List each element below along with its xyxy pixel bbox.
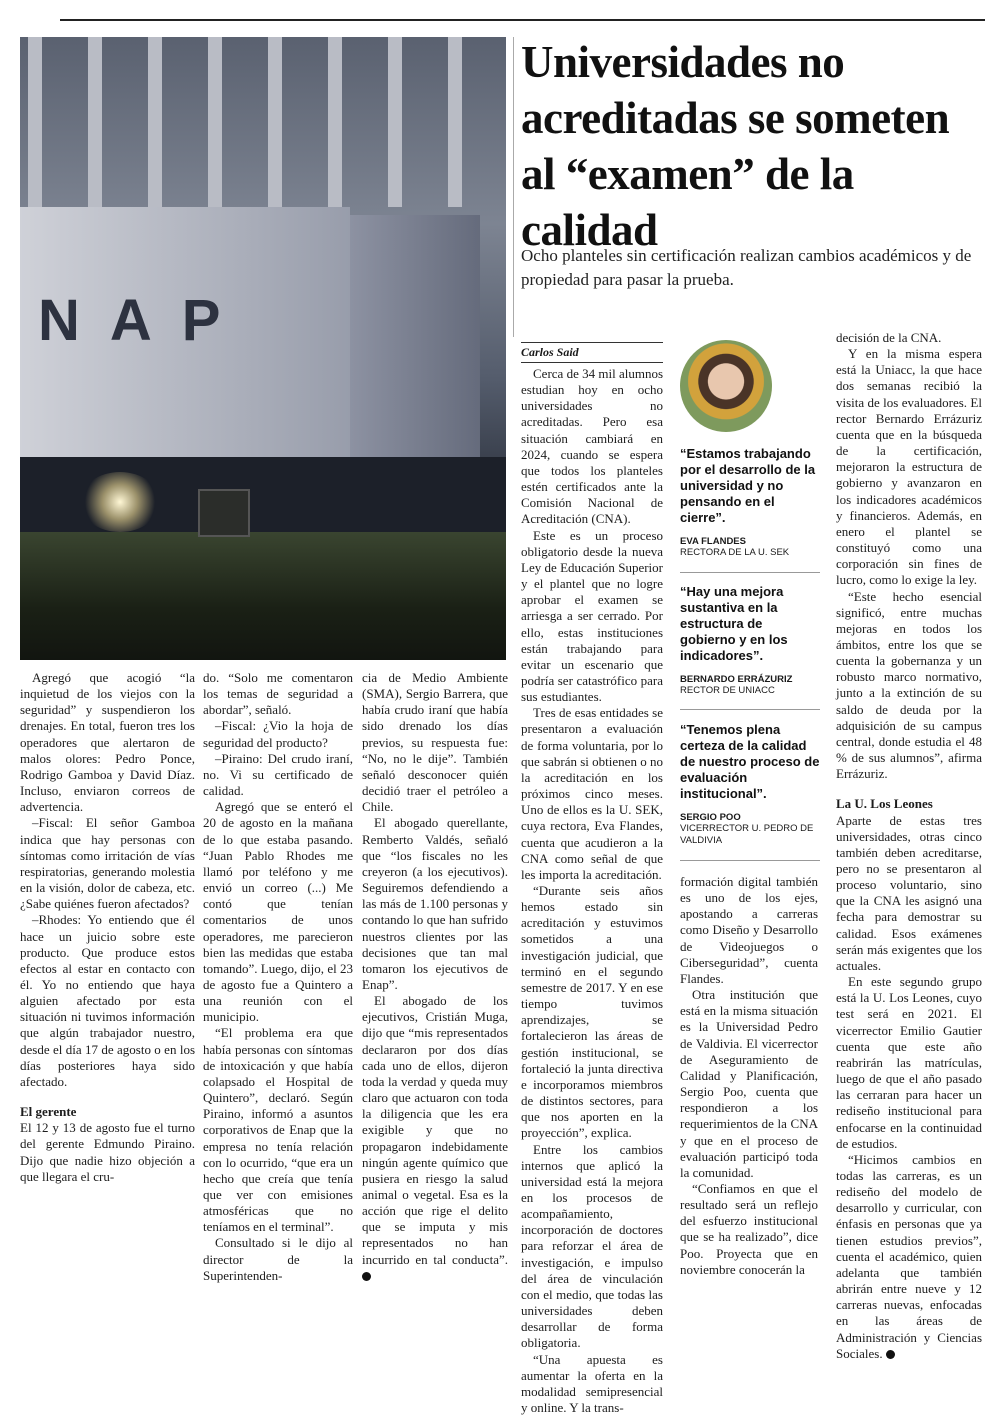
column-6: [836, 330, 982, 1362]
fence-bar: [28, 37, 42, 207]
end-mark-icon: [886, 1350, 895, 1359]
paragraph: [362, 993, 508, 1284]
ground-light: [80, 472, 160, 532]
fence-bar: [208, 37, 222, 207]
paragraph: “Este hecho esencial significó, entre muchas mejoras en todos los ámbitos, entre los que se cuenta la gobernanza y un robusto marco normativo, junto a la extinción de su saldo de deuda por la adquisición de su campus central, donde estudia el 48 % de sus alumnos”, afirma Errázuriz.: [836, 588, 982, 782]
paragraph: cia de Medio Ambiente (SMA), Sergio Barrera, que había crudo iraní que había sido drenado los días previos, su respuesta fue: “No, no le dije”. También señaló desconocer quién decidió traer el petróleo a Chile.: [362, 670, 508, 815]
sign-wall-side: [350, 215, 480, 457]
quote-divider: [680, 860, 820, 861]
paragraph: “Durante seis años hemos estado sin acreditación y estuvimos sometidos a una investigación judicial, que terminó en el segundo semestre de 2017. Y en ese tiempo tuvimos aprendizajes, se fortalecieron las áreas de gestión institucional, se fortaleció la junta directiva e incorporamos miembros de distintos sectores, para que nos aporten en la proyección”, explica.: [521, 883, 663, 1141]
paragraph: Tres de esas entidades se presentaron a evaluación de forma voluntaria, por lo que sabrán si obtienen o no la acreditación en los próximos cinco meses. Uno de ellos es la U. SEK, cuya rectora, Eva Flandes, cuenta que acudieron a la CNA como señal de que les importa la acreditación.: [521, 705, 663, 882]
floodlight: [198, 489, 250, 537]
end-mark-icon: [362, 1272, 371, 1281]
top-rule: [60, 19, 985, 21]
subheading: La U. Los Leones: [836, 796, 933, 812]
pull-quote: [680, 446, 820, 559]
paragraph: En este segundo grupo está la U. Los Leones, cuyo test será en 2021. El vicerrector Emilio Gautier cuenta que este año reabrirán las matrículas, luego de que el año pasado las cerraran para hacer un rediseño institucional para enfocarse en la continuidad de estudios.: [836, 974, 982, 1151]
fence-bar: [88, 37, 102, 207]
fence-bar: [268, 37, 282, 207]
quote-divider: [680, 709, 820, 710]
paragraph: “Confiamos en que el resultado será un reflejo del esfuerzo institucional que se ha realizado”, dice Poo. Proyecta que en noviembre conocerán la: [680, 1180, 818, 1277]
paragraph: –Fiscal: El señor Gamboa indica que hay personas con síntomas como irritación de vías respiratorias, generando molestia en la visión, dolor de cabeza, etc. ¿Sabe quiénes fueron afectados?: [20, 815, 195, 912]
article-photo: [20, 37, 506, 660]
paragraph: Consultado si le dijo al director de la Superintenden-: [203, 1235, 353, 1283]
portrait-eva-flandes: [680, 340, 772, 432]
quote-text: “Estamos trabajando por el desarrollo de la universidad y no pensando en el cierre”.: [680, 446, 816, 525]
quote-text: “Tenemos plena certeza de la calidad de nuestro proceso de evaluación institucional”.: [680, 722, 820, 801]
column-2: [203, 670, 353, 1284]
headline: Universidades no acreditadas se someten al “examen” de la calidad: [521, 37, 950, 255]
quote-name: SERGIO POO: [680, 812, 741, 823]
quote-role: RECTORA DE LA U. SEK: [680, 547, 790, 558]
enap-sign: NAP: [38, 288, 251, 353]
paragraph: Entre los cambios internos que aplicó la universidad está la mejora en los procesos de acompañamiento, incorporación de doctores para reforzar el área de investigación, e impulso del área de vinculación con el medio, que todas las universidades deben desarrollar de forma obligatoria.: [521, 1141, 663, 1351]
paragraph: “El problema era que había personas con síntomas de intoxicación y que había colapsado el Hospital de Quintero”, declaró. Según Piraino, informó a asuntos corporativos de Enap que la empresa no tenía relación con lo ocurrido, “que era un hecho que creía que tenía que ver con emisiones atmosféricas que no teníamos en el terminal”.: [203, 1025, 353, 1235]
paragraph: Cerca de 34 mil alumnos estudian hoy en ocho universidades no acreditadas. Pero esa situación cambiará en 2024, cuando se espera que todos los planteles estén certificados ante la Comisión Nacional de Acreditación (CNA).: [521, 366, 663, 527]
paragraph: –Piraino: Del crudo iraní, no. Vi su certificado de calidad.: [203, 750, 353, 799]
quote-name: EVA FLANDES: [680, 536, 746, 547]
paragraph-text: El abogado de los ejecutivos, Cristián Muga, dijo que “mis representados declararon por dos días cada uno de ellos, dijeron toda la verdad y queda muy claro que actuaron con toda la diligencia que les era exigible y que no propagaron indebidamente ningún agente químico que pusiera en riesgo la salud animal o vegetal. Esa es la acción que rige el delito que se imputa y mis representados no han incurrido en tal conducta”.: [362, 993, 508, 1267]
fence-bar: [448, 37, 462, 207]
column-5: [680, 874, 818, 1278]
pull-quote: [680, 584, 820, 697]
paragraph: –Rhodes: Yo entiendo que él hace un juicio sobre este producto. Que produce estos efectos al estar en contacto con él. Yo no entiendo que haya alguien afectado por esta situación ni tuvimos información que algún trabajador nuestro, desde el día 17 de agosto o en los días posteriores haya sido afectado.: [20, 912, 195, 1089]
column-1: [20, 670, 195, 1185]
subhead: Ocho planteles sin certificación realizan cambios académicos y de propiedad para pasar la prueba.: [521, 246, 972, 289]
paragraph: Y en la misma espera está la Uniacc, la que hace dos semanas recibió la visita de los evaluadores. El rector Bernardo Errázuriz cuenta que en la búsqueda de la certificación, mejoraron la estructura de gobierno y avanzaron en los indicadores académicos y financieros. Además, en enero el plantel se constituyó como una corporación sin fines de lucro, como lo exige la ley.: [836, 346, 982, 588]
column-4: [521, 366, 663, 1416]
paragraph: –Fiscal: ¿Vio la hoja de seguridad del producto?: [203, 718, 353, 750]
column-3: [362, 670, 508, 1284]
paragraph: Otra institución que está en la misma situación es la Universidad Pedro de Valdivia. El vicerrector de Aseguramiento de Calidad y Planificación, Sergio Poo, cuenta que respondieron a los requerimientos de la CNA y que en el proceso de evaluación participó toda la comunidad.: [680, 987, 818, 1180]
paragraph: Agregó que acogió “la inquietud de los viejos con la seguridad” y suspendieron los drenajes. En total, fueron tres los operadores que alertaron de malos olores: Pedro Ponce, Rodrigo Gamboa y David Díaz. Incluso, enviaron correos de advertencia.: [20, 670, 195, 815]
byline: Carlos Said: [521, 342, 663, 363]
quote-role: RECTOR DE UNIACC: [680, 685, 775, 696]
fence-bar: [148, 37, 162, 207]
paragraph: formación digital también es uno de los ejes, apostando a carreras como Diseño y Desarrollo de Videojuegos o Ciberseguridad”, cuenta Flandes.: [680, 874, 818, 986]
column-divider: [513, 37, 514, 337]
pull-quote: [680, 722, 820, 847]
paragraph: “Una apuesta es aumentar la oferta en la modalidad semipresencial y online. Y la trans-: [521, 1351, 663, 1415]
paragraph: El 12 y 13 de agosto fue el turno del gerente Edmundo Piraino. Dijo que nadie hizo objeción a que llegara el cru-: [20, 1120, 195, 1184]
fence-bar: [388, 37, 402, 207]
paragraph: [836, 1152, 982, 1362]
paragraph: El abogado querellante, Remberto Valdés, señaló que “los fiscales no les creyeron (a los ejecutivos). Seguiremos defendiendo a las más de 1.100 personas y contando lo que han sufrido nuestros clientes por las decisiones que tan mal tomaron los ejecutivos de Enap”.: [362, 815, 508, 992]
paragraph: Este es un proceso obligatorio desde la nueva Ley de Educación Superior y el plantel que no logre aprobar el examen se arriesga a ser cerrado. Por ello, estas instituciones están trabajando para evitar un escenario que podría ser catastrófico para sus estudiantes.: [521, 527, 663, 705]
subheading: El gerente: [20, 1104, 77, 1120]
paragraph: decisión de la CNA.: [836, 330, 942, 345]
fence-bar: [328, 37, 342, 207]
grass: [20, 532, 506, 660]
quote-name: BERNARDO ERRÁZURIZ: [680, 674, 793, 685]
paragraph: Agregó que se enteró el 20 de agosto en la mañana de lo que estaba pasando. “Juan Pablo Rhodes me llamó por teléfono y me envió un correo (...) Me contó que tenían comentarios de unos operadores, me parecieron bien las medidas que estaba tomando”. Luego, dijo, el 23 de agosto fue a Quintero a una reunión con el municipio.: [203, 799, 353, 1025]
paragraph-text: “Hicimos cambios en todas las carreras, es un rediseño del modelo de desarrollo y curricular, con énfasis en personas que ya tienen estudios previos”, cuenta el académico, quien adelanta que también abrirán entre nueve y 12 carreras nuevas, enfocadas en las áreas de Administración y Ciencias Sociales.: [836, 1151, 982, 1361]
paragraph: do. “Solo me comentaron los temas de seguridad a abordar”, señaló.: [203, 670, 353, 718]
quote-text: “Hay una mejora sustantiva en la estructura de gobierno y en los indicadores”.: [680, 584, 788, 663]
quote-role: VICERRECTOR U. PEDRO DE VALDIVIA: [680, 823, 814, 846]
quote-divider: [680, 572, 820, 573]
paragraph: Aparte de estas tres universidades, otras cinco también deben acreditarse, pero no se presentaron al proceso voluntario, sino que la CNA les asignó una fecha para demostrar su calidad. Esos exámenes serán más exigentes que los actuales.: [836, 812, 982, 973]
